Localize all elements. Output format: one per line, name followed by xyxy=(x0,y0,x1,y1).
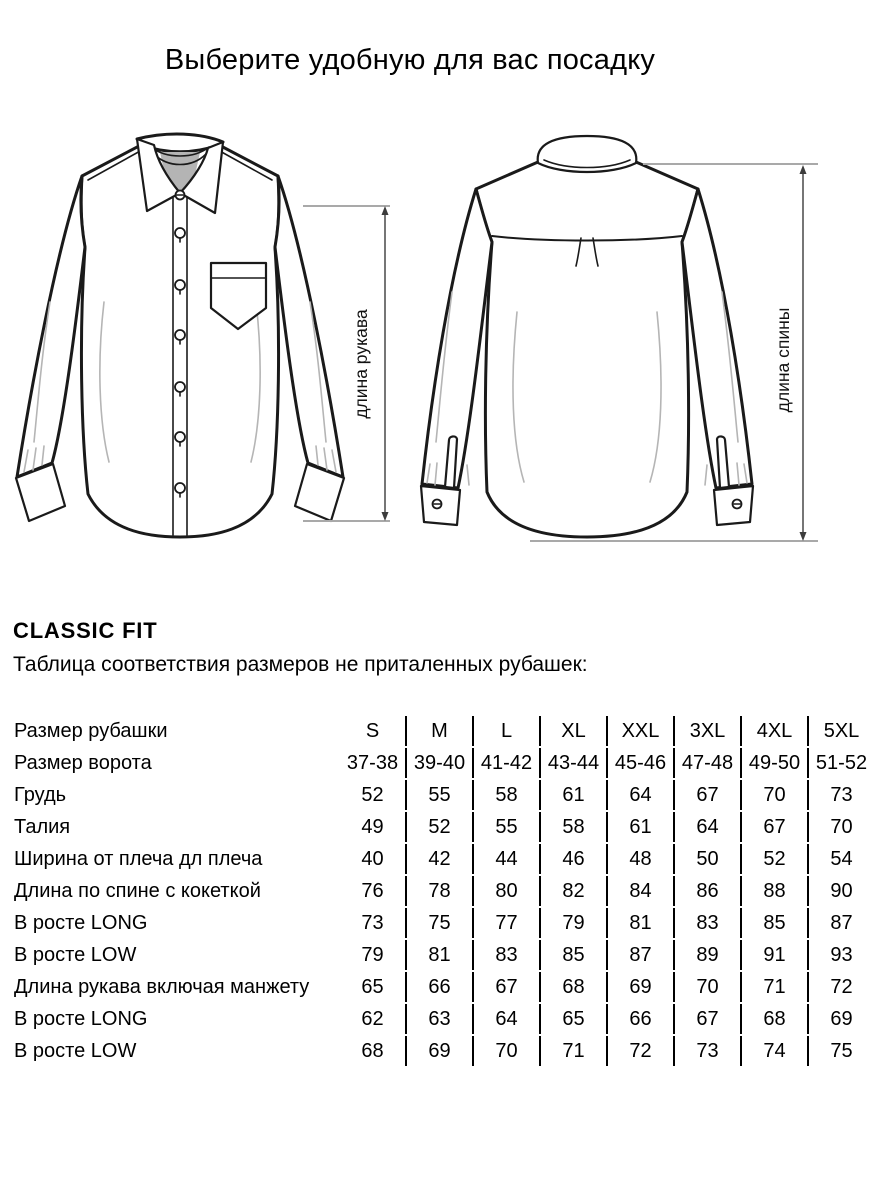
size-value-cell: 69 xyxy=(405,1036,472,1066)
size-value-cell: 61 xyxy=(539,780,606,810)
size-value-cell: XXL xyxy=(606,716,673,746)
size-value-cell: 75 xyxy=(405,908,472,938)
size-value-cell: 67 xyxy=(740,812,807,842)
size-value-cell: 72 xyxy=(606,1036,673,1066)
size-value-cell: M xyxy=(405,716,472,746)
row-label: В росте LOW xyxy=(14,1039,137,1062)
table-row xyxy=(14,908,874,938)
size-value-cell: 41-42 xyxy=(472,748,539,778)
row-label: Талия xyxy=(14,815,71,838)
size-value-cell: 42 xyxy=(405,844,472,874)
size-value-cell: 64 xyxy=(673,812,740,842)
size-value-cell: 64 xyxy=(472,1004,539,1034)
size-value-cell: 69 xyxy=(807,1004,874,1034)
arrow-down-icon xyxy=(382,512,389,521)
size-value-cell: 55 xyxy=(405,780,472,810)
arrow-up-icon xyxy=(382,206,389,215)
size-value-cell: 49 xyxy=(361,815,384,838)
size-value-cell: 81 xyxy=(606,908,673,938)
size-value-cell: 64 xyxy=(606,780,673,810)
size-value-cell: 63 xyxy=(405,1004,472,1034)
size-value-cell: 83 xyxy=(472,940,539,970)
size-value-cell: 49-50 xyxy=(740,748,807,778)
size-table xyxy=(14,714,874,1068)
size-value-cell: 73 xyxy=(673,1036,740,1066)
sleeve-length-measure xyxy=(295,196,400,530)
size-value-cell: 81 xyxy=(405,940,472,970)
size-value-cell: 87 xyxy=(606,940,673,970)
size-value-cell: XL xyxy=(539,716,606,746)
size-value-cell: 83 xyxy=(673,908,740,938)
size-table-body xyxy=(14,716,874,1066)
size-value-cell: 93 xyxy=(807,940,874,970)
size-value-cell: 43-44 xyxy=(539,748,606,778)
size-value-cell: 40 xyxy=(361,847,384,870)
size-value-cell: 46 xyxy=(539,844,606,874)
size-value-cell: 69 xyxy=(606,972,673,1002)
size-value-cell: 52 xyxy=(361,783,384,806)
row-label: В росте LONG xyxy=(14,911,148,934)
size-value-cell: 82 xyxy=(539,876,606,906)
row-label: Длина по спине с кокеткой xyxy=(14,879,261,902)
page-title: Выберите удобную для вас посадку xyxy=(164,44,656,76)
sleeve-length-label: длина рукава xyxy=(351,309,371,419)
size-value-cell: 65 xyxy=(539,1004,606,1034)
size-value-cell: 4XL xyxy=(740,716,807,746)
size-value-cell: 58 xyxy=(472,780,539,810)
size-value-cell: 70 xyxy=(807,812,874,842)
size-value-cell: 52 xyxy=(405,812,472,842)
size-value-cell: 44 xyxy=(472,844,539,874)
table-row xyxy=(14,972,874,1002)
size-value-cell: 55 xyxy=(472,812,539,842)
size-value-cell: 68 xyxy=(539,972,606,1002)
size-value-cell: 48 xyxy=(606,844,673,874)
size-value-cell: 86 xyxy=(673,876,740,906)
size-value-cell: S xyxy=(365,719,380,742)
size-value-cell: 45-46 xyxy=(606,748,673,778)
size-value-cell: 68 xyxy=(740,1004,807,1034)
size-value-cell: 66 xyxy=(405,972,472,1002)
size-value-cell: L xyxy=(472,716,539,746)
size-value-cell: 62 xyxy=(361,1007,384,1030)
size-value-cell: 66 xyxy=(606,1004,673,1034)
size-value-cell: 5XL xyxy=(807,716,874,746)
size-value-cell: 70 xyxy=(740,780,807,810)
size-value-cell: 52 xyxy=(740,844,807,874)
arrow-up-icon xyxy=(800,165,807,174)
size-value-cell: 77 xyxy=(472,908,539,938)
size-value-cell: 47-48 xyxy=(673,748,740,778)
size-value-cell: 80 xyxy=(472,876,539,906)
table-row xyxy=(14,780,874,810)
size-value-cell: 70 xyxy=(673,972,740,1002)
arrow-down-icon xyxy=(800,532,807,541)
size-value-cell: 70 xyxy=(472,1036,539,1066)
back-length-measure xyxy=(520,156,825,550)
table-row xyxy=(14,716,874,746)
size-value-cell: 67 xyxy=(673,780,740,810)
row-label: В росте LONG xyxy=(14,1007,148,1030)
size-value-cell: 73 xyxy=(807,780,874,810)
table-row xyxy=(14,844,874,874)
table-row xyxy=(14,940,874,970)
size-value-cell: 76 xyxy=(361,879,384,902)
back-length-label: длина спины xyxy=(773,307,793,413)
size-value-cell: 75 xyxy=(807,1036,874,1066)
row-label: Длина рукава включая манжету xyxy=(14,975,310,998)
row-label: Ширина от плеча дл плеча xyxy=(14,847,263,870)
size-value-cell: 84 xyxy=(606,876,673,906)
table-row xyxy=(14,748,874,778)
table-row xyxy=(14,1036,874,1066)
table-caption: Таблица соответствия размеров не приталенных рубашек: xyxy=(13,653,588,676)
size-value-cell: 65 xyxy=(361,975,384,998)
row-label: Размер ворота xyxy=(14,751,152,774)
size-value-cell: 51-52 xyxy=(807,748,874,778)
size-value-cell: 71 xyxy=(740,972,807,1002)
size-value-cell: 72 xyxy=(807,972,874,1002)
size-value-cell: 79 xyxy=(539,908,606,938)
front-left-sleeve xyxy=(17,176,85,477)
size-value-cell: 37-38 xyxy=(346,751,399,774)
size-value-cell: 74 xyxy=(740,1036,807,1066)
size-value-cell: 68 xyxy=(361,1039,384,1062)
table-row xyxy=(14,812,874,842)
size-value-cell: 85 xyxy=(539,940,606,970)
size-value-cell: 85 xyxy=(740,908,807,938)
size-value-cell: 58 xyxy=(539,812,606,842)
size-value-cell: 39-40 xyxy=(405,748,472,778)
size-value-cell: 3XL xyxy=(673,716,740,746)
size-value-cell: 91 xyxy=(740,940,807,970)
fit-heading: CLASSIC FIT xyxy=(13,618,158,643)
table-row xyxy=(14,876,874,906)
size-value-cell: 73 xyxy=(361,911,384,934)
size-value-cell: 87 xyxy=(807,908,874,938)
row-label: В росте LOW xyxy=(14,943,137,966)
table-row xyxy=(14,1004,874,1034)
size-value-cell: 50 xyxy=(673,844,740,874)
size-value-cell: 71 xyxy=(539,1036,606,1066)
size-value-cell: 90 xyxy=(807,876,874,906)
size-value-cell: 67 xyxy=(472,972,539,1002)
row-label: Размер рубашки xyxy=(14,719,168,742)
size-value-cell: 67 xyxy=(673,1004,740,1034)
size-value-cell: 78 xyxy=(405,876,472,906)
row-label: Грудь xyxy=(14,783,67,806)
size-value-cell: 61 xyxy=(606,812,673,842)
size-value-cell: 79 xyxy=(361,943,384,966)
size-value-cell: 89 xyxy=(673,940,740,970)
size-value-cell: 88 xyxy=(740,876,807,906)
size-value-cell: 54 xyxy=(807,844,874,874)
